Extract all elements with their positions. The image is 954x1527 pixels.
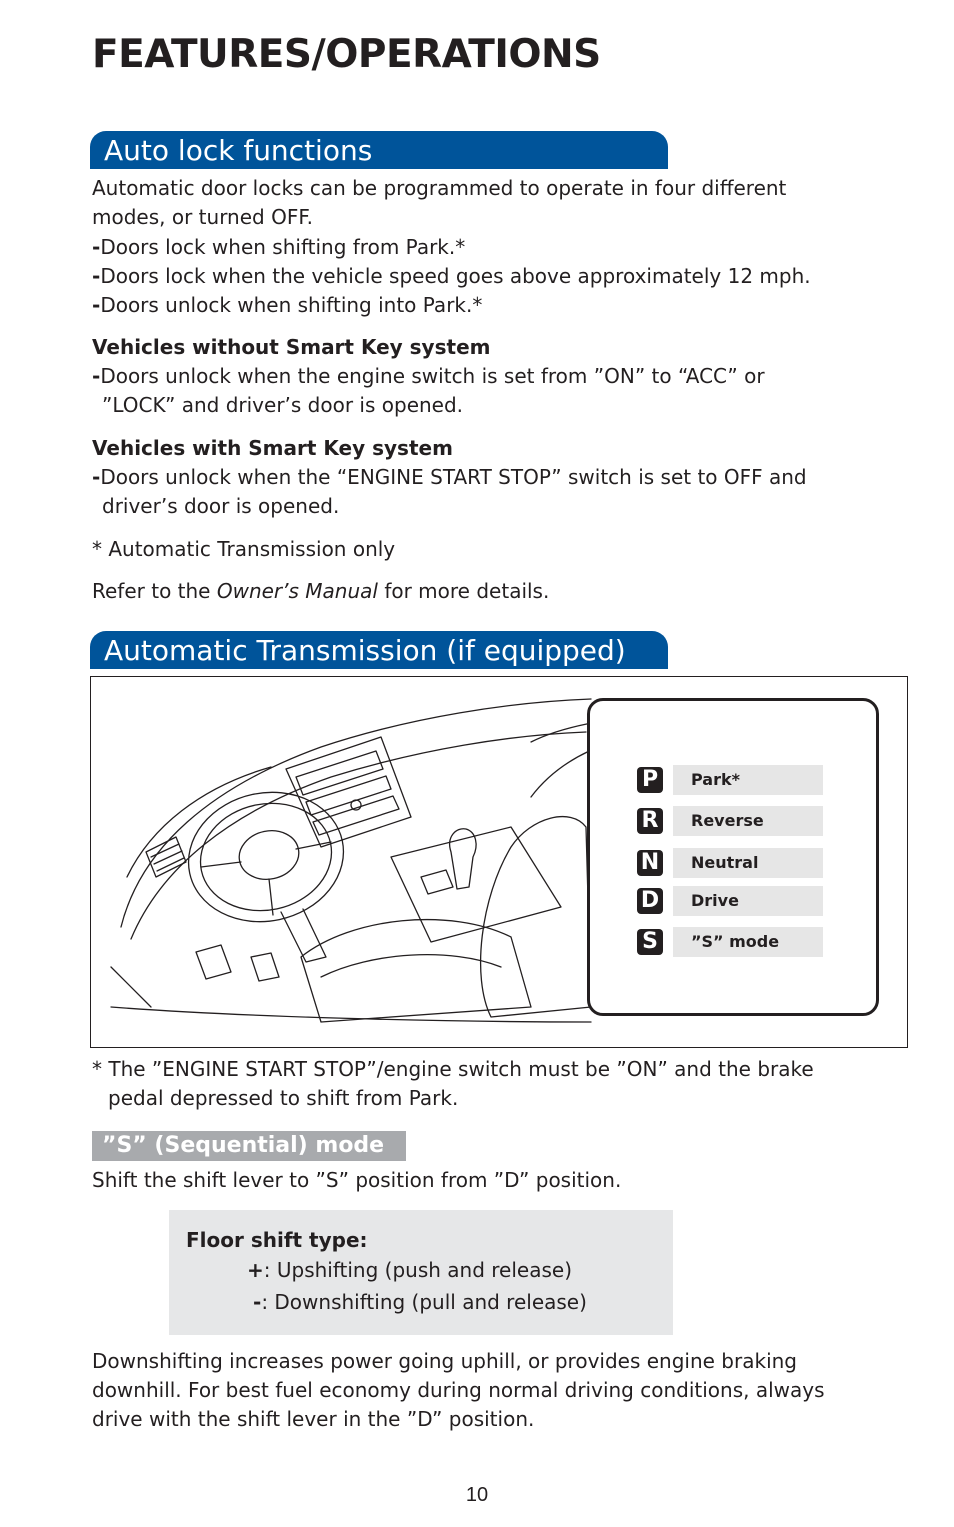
gear-s-icon: S [637,929,663,955]
downshift-line [253,1288,587,1316]
transmission-header: Automatic Transmission (if equipped) [90,631,668,669]
transmission-footnote-1: * The ”ENGINE START STOP”/engine switch must be ”ON” and the brake [92,1057,814,1081]
mode-text: Doors lock when the vehicle speed goes above approximately 12 mph. [100,264,811,288]
upshift-text: : Upshifting (push and release) [263,1258,573,1282]
plus-icon: + [247,1258,264,1282]
closing-text-1: Downshifting increases power going uphill, or provides engine braking [92,1349,797,1373]
gear-n-icon: N [637,850,663,876]
auto-lock-intro-2: modes, or turned OFF. [92,205,313,229]
bullet-dash: - [92,235,101,259]
bullet-dash: - [92,293,101,317]
gear-label-neutral: Neutral [673,848,823,878]
gear-r-icon: R [637,808,663,834]
refer-prefix: Refer to the [92,579,217,603]
mode-item [92,291,482,320]
gear-label-drive: Drive [673,886,823,916]
transmission-footnote-2: pedal depressed to shift from Park. [108,1086,459,1110]
bullet-dash: - [92,264,101,288]
bullet-dash: - [92,364,101,388]
mode-item [92,262,811,291]
smart-key-line [92,463,807,492]
gear-p-icon: P [637,767,663,793]
s-mode-instruction: Shift the shift lever to ”S” position from ”D” position. [92,1168,622,1192]
refer-manual-text [92,577,549,606]
closing-text-3: drive with the shift lever in the ”D” position. [92,1407,535,1431]
no-smart-key-text-2: ”LOCK” and driver’s door is opened. [102,393,464,417]
refer-suffix: for more details. [377,579,550,603]
no-smart-key-title: Vehicles without Smart Key system [92,335,491,359]
upshift-line [247,1256,572,1284]
no-smart-key-text-1: Doors unlock when the engine switch is set from ”ON” to “ACC” or [100,364,765,388]
gear-label-park: Park* [673,765,823,795]
downshift-text: : Downshifting (pull and release) [261,1290,587,1314]
smart-key-text-2: driver’s door is opened. [102,494,340,518]
smart-key-text-1: Doors unlock when the “ENGINE START STOP” switch is set to OFF and [100,465,807,489]
auto-lock-header: Auto lock functions [90,131,668,169]
mode-text: Doors lock when shifting from Park.* [100,235,466,259]
auto-lock-intro-1: Automatic door locks can be programmed to operate in four different [92,176,787,200]
floor-shift-title: Floor shift type: [186,1228,368,1252]
auto-transmission-footnote: * Automatic Transmission only [92,537,396,561]
floor-shift-info-box [169,1210,673,1335]
mode-item [92,233,465,262]
bullet-dash: - [92,465,101,489]
minus-icon: - [253,1290,262,1314]
gear-label-s-mode: ”S” mode [673,927,823,957]
s-mode-header: ”S” (Sequential) mode [92,1131,406,1161]
page-title: FEATURES/OPERATIONS [92,32,601,77]
page-number: 10 [465,1484,489,1506]
closing-text-2: downhill. For best fuel economy during normal driving conditions, always [92,1378,825,1402]
mode-text: Doors unlock when shifting into Park.* [100,293,483,317]
no-smart-key-line [92,362,765,391]
gear-label-reverse: Reverse [673,806,823,836]
smart-key-title: Vehicles with Smart Key system [92,436,453,460]
owners-manual-ref: Owner’s Manual [216,579,378,603]
gear-d-icon: D [637,888,663,914]
